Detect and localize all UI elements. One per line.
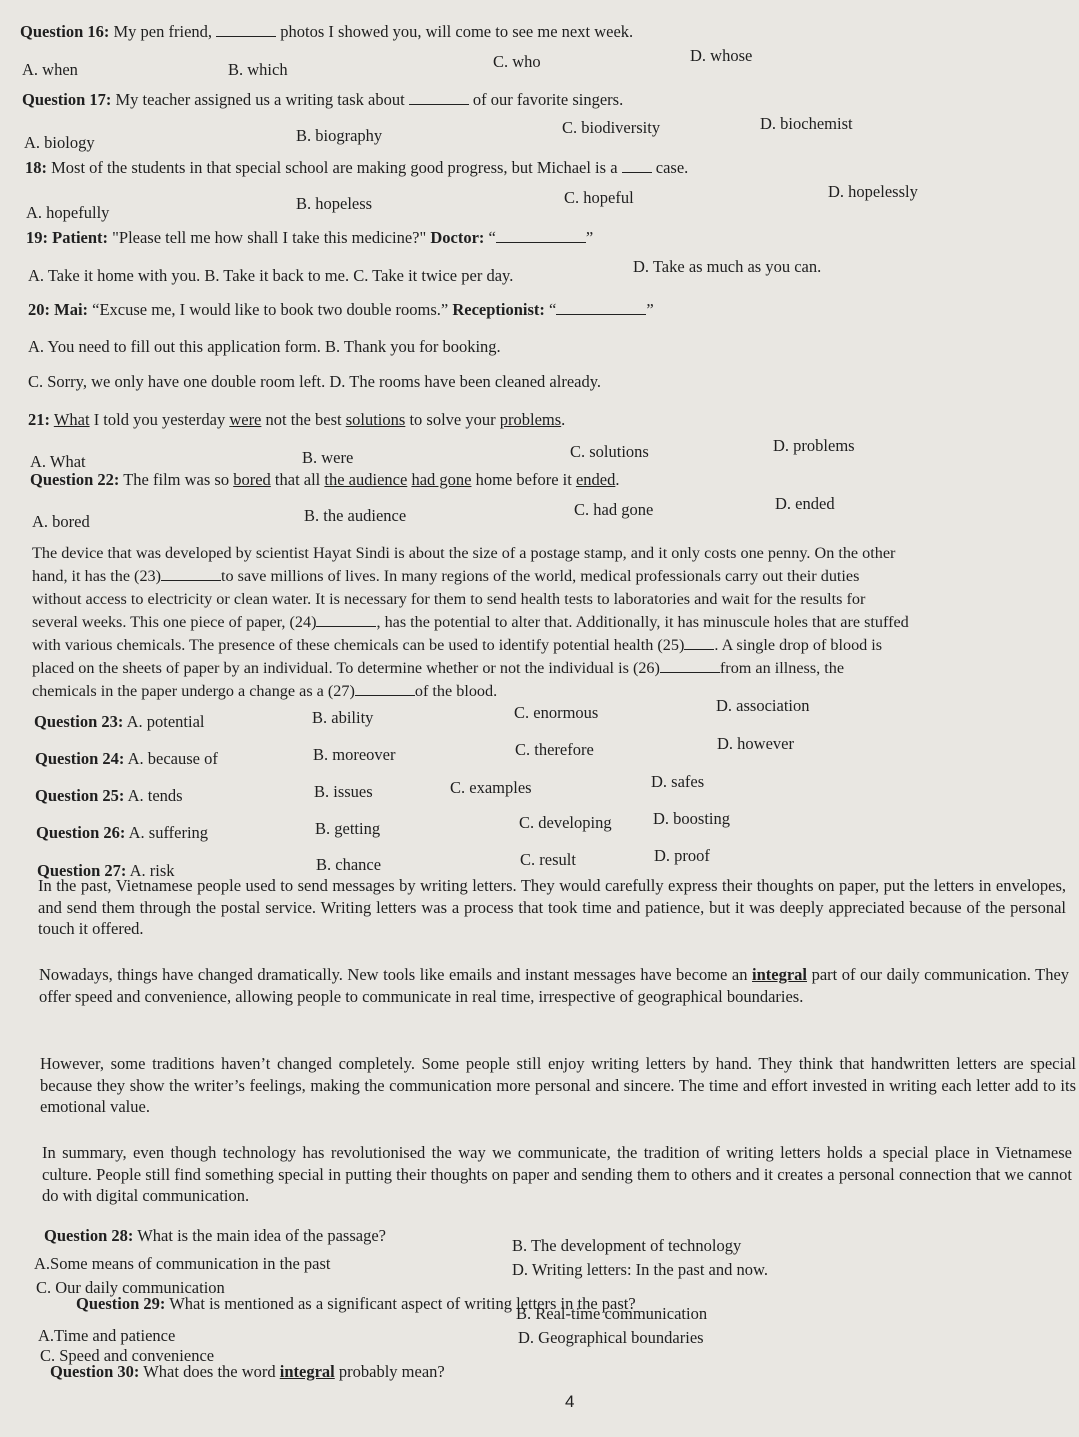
q23-option-b: B. ability [312, 708, 374, 727]
q16-option-c: C. who [493, 52, 541, 71]
q22-option-d: D. ended [775, 494, 835, 513]
underlined-word: integral [279, 1362, 335, 1381]
answer-blank [161, 566, 221, 581]
q22-option-c: C. had gone [574, 500, 654, 519]
quote-mark: ” [646, 300, 654, 319]
question-label: 19: Patient: [26, 228, 109, 247]
quote-mark: “ [549, 300, 557, 319]
question-28-stem [44, 1226, 386, 1246]
q17-option-b: B. biography [296, 126, 383, 145]
question-label: Question 24: [35, 749, 125, 768]
q16-option-d: D. whose [690, 46, 753, 65]
answer-blank [409, 90, 469, 105]
q25-option-c: C. examples [450, 778, 532, 797]
question-label: 21: [28, 410, 50, 429]
stem-text: . [615, 470, 620, 489]
q23-option-c: C. enormous [514, 703, 599, 722]
passage-text: Nowadays, things have changed dramatically. New tools like emails and instant messages have become an [39, 965, 748, 984]
question-label: Question 23: [34, 712, 124, 731]
q24-option-a: A. because of [127, 749, 218, 768]
q27-option-c: C. result [520, 850, 576, 869]
q17-option-a: A. biology [24, 133, 95, 152]
underlined-word: bored [233, 470, 271, 489]
question-18-stem [25, 158, 688, 178]
q26-option-c: C. developing [519, 813, 612, 832]
question-20-stem [28, 300, 654, 320]
quote-mark: “ [488, 228, 496, 247]
question-19-stem [26, 228, 593, 248]
passage-text: . A single drop of blood is [714, 636, 883, 654]
q24-row [35, 749, 218, 769]
answer-blank [496, 228, 586, 243]
q20-options-cd: C. Sorry, we only have one double room left. D. The rooms have been cleaned already. [28, 372, 602, 391]
answer-blank [622, 158, 652, 173]
passage2-paragraph-3: However, some traditions haven’t changed completely. Some people still enjoy writing letters by hand. They think that handwritten letters are special because they show the writer’s feelings, making the communication more personal and sincere. The time and effort invested in writing each letter add to its emotional value. [40, 1054, 1076, 1116]
stem-text: My pen friend, [113, 22, 213, 41]
q29-option-c: C. Speed and convenience [40, 1346, 215, 1365]
stem-text: The film was so [123, 470, 230, 489]
passage2-paragraph-4: In summary, even though technology has revolutionised the way we communicate, the tradition of writing letters holds a special place in Vietnamese culture. People still find something special in putting their thoughts on paper and sending them to others and it creates a personal connection that we cannot do with digital communication. [42, 1143, 1072, 1205]
q16-option-a: A. when [22, 60, 78, 79]
stem-text: What is the main idea of the passage? [137, 1226, 386, 1245]
q23-option-a: A. potential [126, 712, 205, 731]
question-label: Question 28: [44, 1226, 134, 1245]
q25-option-d: D. safes [651, 772, 705, 791]
question-label: Question 26: [36, 823, 126, 842]
q26-option-a: A. suffering [128, 823, 209, 842]
q29-option-a: A.Time and patience [38, 1326, 176, 1345]
question-label: Question 22: [30, 470, 120, 489]
question-label: Question 27: [37, 861, 127, 880]
question-label: Question 30: [50, 1362, 140, 1381]
q21-option-d: D. problems [773, 436, 855, 455]
q19-options-abc: A. Take it home with you. B. Take it back to me. C. Take it twice per day. [28, 266, 514, 285]
stem-text: My teacher assigned us a writing task about [115, 90, 405, 109]
q21-option-c: C. solutions [570, 442, 649, 461]
stem-text: home before it [475, 470, 572, 489]
passage-text: from an illness, the [719, 659, 844, 677]
q20-options-ab: A. You need to fill out this application form. B. Thank you for booking. [28, 337, 501, 356]
answer-blank [556, 300, 646, 315]
question-label: Question 25: [35, 786, 125, 805]
q26-row [36, 823, 208, 843]
stem-text: that all [274, 470, 321, 489]
q21-option-b: B. were [302, 448, 354, 467]
answer-blank [684, 635, 714, 650]
passage1-line-7 [32, 681, 497, 701]
q18-option-d: D. hopelessly [828, 182, 918, 201]
q18-option-b: B. hopeless [296, 194, 373, 213]
stem-text: . [561, 410, 566, 429]
question-16-stem [20, 22, 633, 42]
passage1-line-5 [32, 635, 882, 655]
passage-text: part of our daily communication. They offer speed and convenience, allowing people to communicate in real time, irrespective of geographical boundaries. [39, 965, 1070, 1006]
passage-text: of the blood. [414, 682, 498, 700]
passage-text: to save millions of lives. In many regions of the world, medical professionals carry out their duties [221, 567, 860, 585]
underlined-word: problems [499, 410, 562, 429]
q17-option-c: C. biodiversity [562, 118, 661, 137]
q25-row [35, 786, 183, 806]
stem-text: case. [655, 158, 689, 177]
q19-option-d: D. Take as much as you can. [633, 257, 822, 276]
underlined-word: had gone [411, 470, 472, 489]
passage1-line-3: without access to electricity or clean water. It is necessary for them to send health tests to laboratories and wait for the results for [32, 590, 866, 608]
q16-option-b: B. which [228, 60, 288, 79]
q29-option-d: D. Geographical boundaries [518, 1328, 704, 1347]
question-30-stem [50, 1362, 445, 1382]
question-label: 20: Mai: [28, 300, 89, 319]
q23-row [34, 712, 205, 732]
q21-option-a: A. What [30, 452, 86, 471]
q26-option-d: D. boosting [653, 809, 731, 828]
q25-option-b: B. issues [314, 782, 373, 801]
q17-option-d: D. biochemist [760, 114, 853, 133]
underlined-word: were [229, 410, 262, 429]
stem-text: "Please tell me how shall I take this medicine?" [112, 228, 427, 247]
question-17-stem [22, 90, 623, 110]
underlined-word: What [53, 410, 90, 429]
answer-blank [216, 22, 276, 37]
passage1-line-6 [32, 658, 844, 678]
question-label: Question 17: [22, 90, 112, 109]
q26-option-b: B. getting [315, 819, 381, 838]
passage-text: placed on the sheets of paper by an individual. To determine whether or not the individual is (26) [32, 659, 660, 677]
answer-blank [660, 658, 720, 673]
q24-option-b: B. moreover [313, 745, 396, 764]
question-21-stem [28, 410, 565, 430]
passage-text: , has the potential to alter that. Additionally, it has minuscule holes that are stuffed [376, 613, 909, 631]
question-label: Question 16: [20, 22, 110, 41]
q28-option-b: B. The development of technology [512, 1236, 742, 1255]
stem-text: probably mean? [338, 1362, 445, 1381]
q24-option-d: D. however [717, 734, 794, 753]
q22-option-a: A. bored [32, 512, 90, 531]
passage1-line-2 [32, 566, 859, 586]
underlined-word: integral [752, 965, 808, 984]
q27-option-b: B. chance [316, 855, 382, 874]
underlined-word: ended [575, 470, 616, 489]
stem-text: “Excuse me, I would like to book two double rooms.” [92, 300, 449, 319]
speaker-label: Doctor: [430, 228, 485, 247]
q27-option-d: D. proof [654, 846, 710, 865]
answer-blank [355, 681, 415, 696]
stem-text: photos I showed you, will come to see me next week. [280, 22, 634, 41]
speaker-label: Receptionist: [452, 300, 545, 319]
stem-text: of our favorite singers. [472, 90, 624, 109]
stem-text: to solve your [409, 410, 496, 429]
passage1-line-4 [32, 612, 909, 632]
q18-option-a: A. hopefully [26, 203, 110, 222]
underlined-word: the audience [324, 470, 408, 489]
stem-text: What is mentioned as a significant aspect of writing letters in the past? [169, 1294, 636, 1313]
q27-option-a: A. risk [129, 861, 175, 880]
q25-option-a: A. tends [127, 786, 183, 805]
q22-option-b: B. the audience [304, 506, 407, 525]
stem-text: Most of the students in that special school are making good progress, but Michael is a [51, 158, 618, 177]
q23-option-d: D. association [716, 696, 810, 715]
passage-text: several weeks. This one piece of paper, (24) [32, 613, 317, 631]
q28-option-a: A.Some means of communication in the past [34, 1254, 331, 1273]
question-label: 18: [25, 158, 47, 177]
stem-text: not the best [265, 410, 342, 429]
q28-option-d: D. Writing letters: In the past and now. [512, 1260, 768, 1279]
passage2-paragraph-1: In the past, Vietnamese people used to send messages by writing letters. They would carefully express their thoughts on paper, put the letters in envelopes, and send them through the postal service. Writing letters was a process that took time and patience, but it was deeply appreciated because of the personal touch it offered. [38, 876, 1066, 938]
quote-mark: ” [585, 228, 594, 247]
q28-option-c: C. Our daily communication [36, 1278, 225, 1297]
underlined-word: solutions [345, 410, 406, 429]
passage2-paragraph-2 [39, 964, 1069, 1007]
q24-option-c: C. therefore [515, 740, 594, 759]
answer-blank [316, 612, 376, 627]
passage-text: hand, it has the (23) [32, 567, 162, 585]
stem-text: What does the word [143, 1362, 276, 1381]
passage1-line-1: The device that was developed by scientist Hayat Sindi is about the size of a postage stamp, and it only costs one penny. On the other [32, 544, 896, 562]
question-22-stem [30, 470, 619, 490]
question-label: Question 29: [76, 1294, 166, 1313]
stem-text: I told you yesterday [93, 410, 226, 429]
passage-text: chemicals in the paper undergo a change as a (27) [32, 682, 355, 700]
passage-text: with various chemicals. The presence of these chemicals can be used to identify potential health (25) [32, 636, 685, 654]
page-number: 4 [565, 1392, 575, 1411]
q29-option-b: B. Real-time communication [516, 1304, 708, 1323]
q18-option-c: C. hopeful [564, 188, 634, 207]
